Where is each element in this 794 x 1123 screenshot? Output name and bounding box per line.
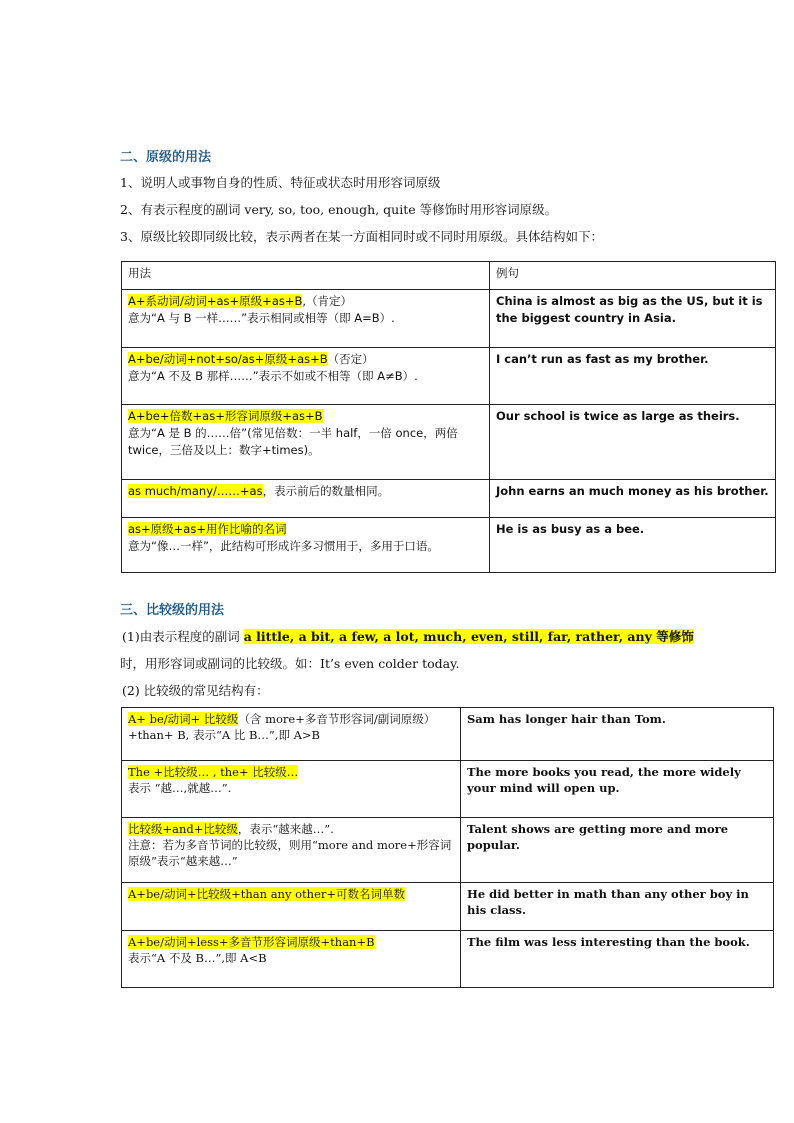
table-row <box>122 761 774 818</box>
usage-description: 意为“A 是 B 的……倍”(常见倍数：一半 half，一倍 once，两倍 twice，三倍及以上：数字+times)。 <box>128 426 458 457</box>
section3-paragraph-2: (2) 比较级的常见结构有： <box>122 683 269 698</box>
usage-description: 意为“像…一样”，此结构可形成许多习惯用于，多用于口语。 <box>128 539 439 553</box>
usage-description: 意为“A 与 B 一样……”表示相同或相等（即 A=B）. <box>128 311 395 325</box>
section2-paragraph-3: 3、原级比较即同级比较，表示两者在某一方面相同时或不同时用原级。具体结构如下： <box>120 229 603 244</box>
adverb-highlight: a little, a bit, a few, a lot, much, even, still, far, rather, any 等修饰 <box>243 629 694 644</box>
positive-degree-table <box>121 261 776 573</box>
table-row <box>122 708 774 761</box>
usage-cell <box>122 883 461 931</box>
structure-highlight: as+原级+as+用作比喻的名词 <box>128 522 287 536</box>
example-cell: Our school is twice as large as theirs. <box>490 405 776 480</box>
section2-paragraph-1: 1、说明人或事物自身的性质、特征或状态时用形容词原级 <box>120 175 441 190</box>
example-cell: He did better in math than any other boy in his class. <box>461 883 774 931</box>
comparative-table <box>121 707 774 988</box>
table-row <box>122 480 776 518</box>
structure-highlight: A+be/动词+not+so/as+原级+as+B <box>128 352 328 366</box>
usage-cell: 比较级+and+比较级，表示“越来越…”. 注意：若为多音节词的比较级，则用“more and more+形容词原级”表示“越来越…” <box>122 818 461 883</box>
usage-description: 注意：若为多音节词的比较级，则用“more and more+形容词原级”表示“越来越…” <box>128 838 452 868</box>
example-cell: China is almost as big as the US, but it is the biggest country in Asia. <box>490 290 776 348</box>
structure-highlight: as much/many/……+as <box>128 484 263 498</box>
section2-title: 二、原级的用法 <box>120 150 212 165</box>
usage-description: 表示 “越…,就越…”. <box>128 781 232 795</box>
example-cell: He is as busy as a bee. <box>490 518 776 573</box>
usage-cell <box>122 761 461 818</box>
structure-highlight: A+系动词/动词+as+原级+as+B <box>128 294 303 308</box>
structure-highlight: A+ be/动词+ 比较级 <box>128 712 239 726</box>
table-row <box>122 405 776 480</box>
table-header-row <box>122 262 776 290</box>
usage-description: 意为“A 不及 B 那样……”表示不如或不相等（即 A≠B）. <box>128 369 418 383</box>
usage-header: 用法 <box>122 262 490 290</box>
example-cell: Sam has longer hair than Tom. <box>461 708 774 761</box>
table-row <box>122 290 776 348</box>
table-row <box>122 883 774 931</box>
usage-description: 表示“A 不及 B…”,即 A<B <box>128 951 267 965</box>
example-cell: John earns an much money as his brother. <box>490 480 776 518</box>
example-cell: The more books you read, the more widely your mind will open up. <box>461 761 774 818</box>
usage-cell <box>122 405 490 480</box>
usage-cell: A+系动词/动词+as+原级+as+B,（肯定） 意为“A 与 B 一样……”表示相同或相等（即 A=B）. <box>122 290 490 348</box>
usage-cell: as much/many/……+as，表示前后的数量相同。 <box>122 480 490 518</box>
example-cell: The film was less interesting than the book. <box>461 931 774 988</box>
example-header: 例句 <box>490 262 776 290</box>
table-row <box>122 931 774 988</box>
usage-cell: A+be/动词+not+so/as+原级+as+B（否定） 意为“A 不及 B 那样……”表示不如或不相等（即 A≠B）. <box>122 348 490 405</box>
structure-highlight: A+be/动词+比较级+than any other+可数名词单数 <box>128 887 406 901</box>
usage-cell <box>122 518 490 573</box>
example-cell: Talent shows are getting more and more popular. <box>461 818 774 883</box>
table-row <box>122 818 774 883</box>
example-cell: I can’t run as fast as my brother. <box>490 348 776 405</box>
structure-highlight: The +比较级… , the+ 比较级… <box>128 765 299 779</box>
structure-highlight: A+be/动词+less+多音节形容词原级+than+B <box>128 935 375 949</box>
section3-paragraph-1-cont: 时，用形容词或副词的比较级。如：It’s even colder today. <box>120 656 460 671</box>
section3-title: 三、比较级的用法 <box>120 603 225 618</box>
structure-highlight: A+be+倍数+as+形容词原级+as+B <box>128 409 323 423</box>
usage-cell: A+ be/动词+ 比较级（含 more+多音节形容词/副词原级）+than+ B, 表示“A 比 B…”,即 A>B <box>122 708 461 761</box>
table-row <box>122 518 776 573</box>
section3-paragraph-1: (1)由表示程度的副词 a little, a bit, a few, a lot, much, even, still, far, rather, any 等修饰 <box>122 629 694 644</box>
table-row <box>122 348 776 405</box>
structure-highlight: 比较级+and+比较级 <box>128 822 238 836</box>
section2-paragraph-2: 2、有表示程度的副词 very, so, too, enough, quite 等修饰时用形容词原级。 <box>120 202 558 217</box>
usage-cell <box>122 931 461 988</box>
